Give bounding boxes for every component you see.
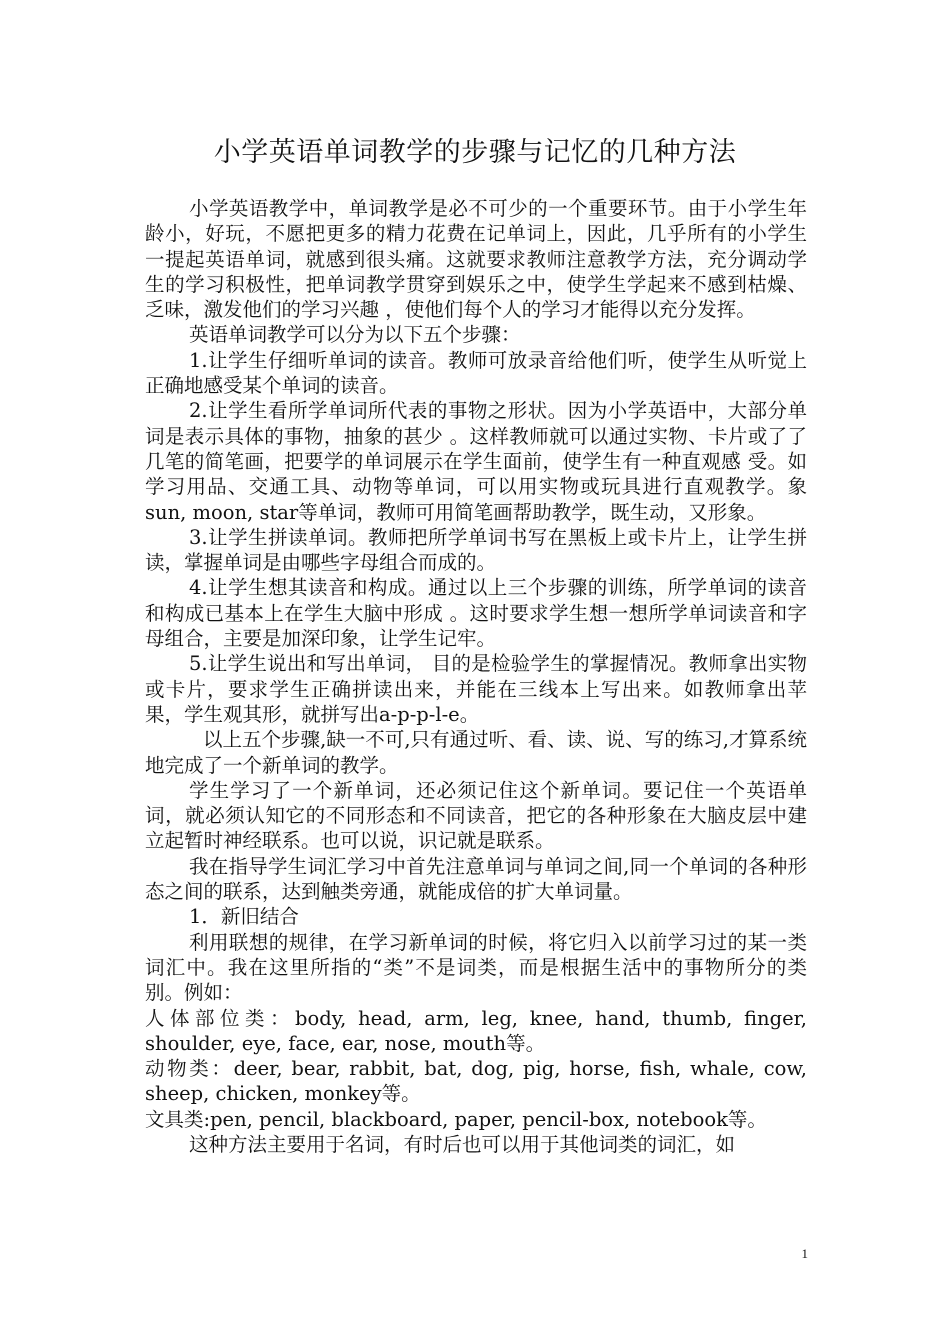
document-body [145,196,807,1157]
document-title: 小学英语单词教学的步骤与记忆的几种方法 [213,137,737,168]
paragraph-intro: 小学英语教学中，单词教学是必不可少的一个重要环节。由于小学生年龄小，好玩，不愿把更多的精力花费在记单词上，因此，几乎所有的小学生一提起英语单词，就感到很头痛。这就要求教师注意教学方法，充分调动学生的学习积极性，把单词教学贯穿到娱乐之中，使学生学起来不感到枯燥、乏味，激发他们的学习兴趣 ，使他们每个人的学习才能得以充分发挥。 [145,197,807,322]
paragraph-memory: 学生学习了一个新单词，还必须记住这个新单词。要记住一个英语单词，就必须认知它的不同形态和不同读音，把它的各种形象在大脑皮层中建立起暂时神经联系。也可以说，识记就是联系。 [145,778,807,853]
paragraph-step-2: 2.让学生看所学单词所代表的事物之形状。因为小学英语中，大部分单词是表示具体的事物，抽象的甚少 。这样教师就可以通过实物、卡片或了了几笔的简笔画，把要学的单词展示在学生面前，使学生有一种直观感 受。如学习用品、交通工具、动物等单词，可以用实物或玩具进行直观教学。象sun, moon, star等单词，教师可用简笔画帮助教学，既生动，又形象。 [145,399,807,524]
paragraph-association: 利用联想的规律，在学习新单词的时候，将它归入以前学习过的某一类词汇中。我在这里所指的“类”不是词类，而是根据生活中的事物所分的类别。例如： [145,930,807,1005]
word-list-body-parts: 人体部位类：body, head, arm, leg, knee, hand, thumb, finger, shoulder, eye, face, ear, nose, mouth等。 [145,1006,807,1055]
page-number: 1 [801,1246,808,1261]
paragraph-step-3: 3.让学生拼读单词。教师把所学单词书写在黑板上或卡片上，让学生拼读，掌握单词是由哪些字母组合而成的。 [145,525,807,575]
paragraph-steps-summary: 以上五个步骤,缺一不可,只有通过听、看、读、说、写的练习,才算系统地完成了一个新单词的教学。 [145,728,807,777]
paragraph-guidance: 我在指导学生词汇学习中首先注意单词与单词之间,同一个单词的各种形态之间的联系，达到触类旁通，就能成倍的扩大单词量。 [145,854,807,904]
paragraph-step-1: 1.让学生仔细听单词的读音。教师可放录音给他们听，使学生从听觉上正确地感受某个单词的读音。 [145,348,807,398]
paragraph-step-4: 4.让学生想其读音和构成。通过以上三个步骤的训练，所学单词的读音和构成已基本上在学生大脑中形成 。这时要求学生想一想所学单词读音和字母组合，主要是加深印象，让学生记牢。 [145,576,807,651]
paragraph-step-5: 5.让学生说出和写出单词， 目的是检验学生的掌握情况。教师拿出实物或卡片，要求学生正确拼读出来，并能在三线本上写出来。如教师拿出苹果，学生观其形，就拼写出a-p-p-l-e。 [145,652,807,726]
paragraph-steps-intro: 英语单词教学可以分为以下五个步骤： [189,323,521,347]
section-heading-1: 1．新旧结合 [189,905,299,929]
paragraph-method-note: 这种方法主要用于名词，有时后也可以用于其他词类的词汇，如 [189,1132,736,1156]
word-list-animals: 动物类：deer, bear, rabbit, bat, dog, pig, horse, fish, whale, cow, sheep, chicken, monkey等。 [145,1057,807,1106]
word-list-stationery: 文具类:pen, pencil, blackboard, paper, pencil-box, notebook等。 [145,1107,767,1131]
